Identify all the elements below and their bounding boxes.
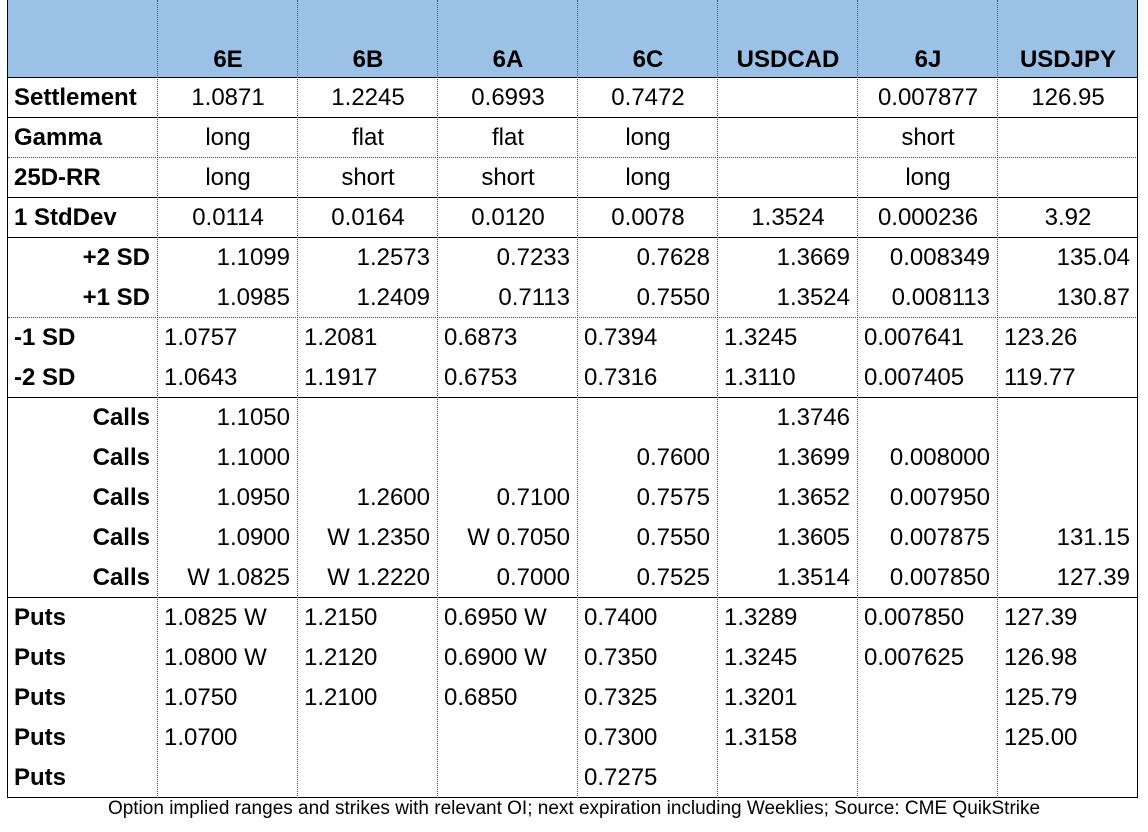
options-range-table — [8, 0, 1138, 798]
table-cell-6j: 0.008113 — [891, 284, 990, 311]
table-cell-6e: 0.0114 — [192, 204, 264, 231]
table-cell-usdcad: 1.3514 — [776, 564, 850, 591]
table-cell-6c: 0.7316 — [584, 364, 658, 391]
table-cell-6c: 0.7325 — [584, 684, 658, 711]
table-cell-6j — [858, 398, 998, 438]
table-cell-usdjpy: 135.04 — [1056, 244, 1130, 271]
table-cell-6j: 0.008000 — [889, 444, 990, 471]
table-cell-6c: 0.7525 — [636, 564, 710, 591]
table-cell-usdcad: 1.3158 — [724, 724, 798, 751]
column-divider — [297, 0, 298, 798]
column-divider — [997, 0, 998, 798]
col-header-6b: 6B — [298, 0, 438, 78]
table-cell-6j: 0.007850 — [864, 604, 965, 631]
table-caption: Option implied ranges and strikes with relevant OI; next expiration including Weeklies; Source: CME QuikStrike — [107, 798, 1041, 819]
table-cell-6e: 1.0700 — [164, 724, 238, 751]
column-divider — [1137, 0, 1138, 798]
col-header-6a: 6A — [438, 0, 578, 78]
table-cell-usdjpy: 3.92 — [1044, 204, 1092, 231]
table-cell-6e: 1.0900 — [216, 524, 290, 551]
table-cell-usdcad — [718, 158, 858, 198]
table-cell-6j: 0.008349 — [889, 244, 990, 271]
table-cell-6j — [858, 678, 998, 718]
row-label: Puts — [14, 644, 67, 671]
table-cell-6a: 0.7113 — [498, 284, 570, 311]
row-label: 25D-RR — [14, 164, 101, 191]
table-cell-6b: 1.2150 — [304, 604, 378, 631]
table-cell-usdjpy: 123.26 — [1004, 324, 1078, 351]
table-cell-6a: 0.7233 — [496, 244, 570, 271]
table-cell-6b: 1.2409 — [356, 284, 430, 311]
row-label: Calls — [92, 404, 150, 431]
table-cell-6b: 1.2100 — [304, 684, 378, 711]
table-cell-6a: 0.6873 — [444, 324, 518, 351]
table-cell-6c: long — [625, 164, 671, 191]
table-cell-6c: 0.7575 — [636, 484, 710, 511]
table-cell-6e: 1.0825 W — [164, 604, 267, 631]
row-label: Puts — [14, 684, 67, 711]
col-header-6e: 6E — [158, 0, 298, 78]
table-cell-usdcad: 1.3110 — [724, 364, 796, 391]
table-cell-6j: 0.007875 — [889, 524, 990, 551]
table-cell-usdjpy: 125.79 — [1004, 684, 1078, 711]
table-cell-usdcad: 1.3699 — [776, 444, 850, 471]
table-cell-6a: 0.6753 — [444, 364, 518, 391]
table-cell-6e: 1.0750 — [164, 684, 238, 711]
table-cell-6e: 1.1050 — [216, 404, 290, 431]
col-header-6c: 6C — [578, 0, 718, 78]
table-cell-6a: 0.6900 W — [444, 644, 547, 671]
table-cell-6a: 0.6950 W — [444, 604, 547, 631]
table-cell-usdjpy — [998, 438, 1138, 478]
table-cell-usdjpy: 126.98 — [1004, 644, 1078, 671]
table-cell-6b: 0.0164 — [331, 204, 405, 231]
table-cell-6j: 0.007877 — [877, 84, 979, 111]
table-cell-6e: 1.0871 — [191, 84, 265, 111]
table-cell-6c: 0.7400 — [584, 604, 658, 631]
table-rule — [8, 197, 1138, 198]
table-cell-6j: short — [901, 124, 955, 151]
table-cell-usdjpy: 125.00 — [1004, 724, 1078, 751]
row-label: Calls — [92, 564, 150, 591]
table-cell-6j: 0.007641 — [864, 324, 965, 351]
table-cell-6c: 0.7550 — [636, 524, 710, 551]
table-cell-usdcad — [718, 758, 858, 798]
column-divider — [437, 0, 438, 798]
column-divider — [857, 0, 858, 798]
header-corner — [8, 0, 158, 78]
table-rule — [8, 117, 1138, 118]
table-cell-6b: 1.1917 — [304, 364, 378, 391]
table-cell-6c: 0.7550 — [636, 284, 710, 311]
table-cell-6c: 0.7394 — [584, 324, 658, 351]
row-label: Calls — [92, 444, 150, 471]
row-label: -1 SD — [14, 324, 76, 351]
table-cell-6b: 1.2120 — [304, 644, 378, 671]
table-rule — [8, 157, 1138, 158]
table-cell-6b: 1.2573 — [356, 244, 430, 271]
row-label: Puts — [14, 724, 67, 751]
row-label: Calls — [92, 524, 150, 551]
table-cell-usdjpy — [998, 158, 1138, 198]
table-cell-6a: 0.0120 — [471, 204, 545, 231]
table-cell-usdcad: 1.3652 — [776, 484, 850, 511]
table-cell-usdjpy: 130.87 — [1056, 284, 1130, 311]
row-label: +2 SD — [82, 244, 150, 271]
table-cell-6c: 0.7300 — [584, 724, 658, 751]
table-cell-6b: 1.2245 — [331, 84, 405, 111]
table-cell-6c: 0.7350 — [584, 644, 658, 671]
table-cell-6c: long — [625, 124, 671, 151]
table-cell-6e: 1.0950 — [216, 484, 290, 511]
table-cell-6c: 0.7628 — [636, 244, 710, 271]
table-cell-6j: 0.007405 — [864, 364, 965, 391]
table-cell-6j — [858, 758, 998, 798]
row-label: 1 StdDev — [14, 204, 117, 231]
table-cell-6b: short — [341, 164, 395, 191]
table-cell-6b — [298, 398, 438, 438]
row-label: -2 SD — [14, 364, 76, 391]
row-label: Gamma — [14, 124, 103, 151]
table-cell-usdcad: 1.3524 — [776, 284, 850, 311]
table-cell-6b: W 1.2220 — [327, 564, 430, 591]
table-cell-6j: 0.000236 — [877, 204, 979, 231]
column-divider — [717, 0, 718, 798]
column-divider — [7, 0, 8, 798]
table-cell-6j: 0.007625 — [864, 644, 965, 671]
table-rule — [8, 237, 1138, 238]
table-cell-6a — [438, 718, 578, 758]
table-cell-6e: 1.0985 — [216, 284, 290, 311]
table-rule — [8, 317, 1138, 318]
table-cell-6j — [858, 718, 998, 758]
table-cell-6b — [298, 758, 438, 798]
table-cell-usdjpy: 127.39 — [1004, 604, 1078, 631]
table-cell-6a: short — [481, 164, 535, 191]
table-cell-6e — [158, 758, 298, 798]
table-rule — [8, 397, 1138, 398]
col-header-usdcad: USDCAD — [718, 0, 858, 78]
table-rule — [8, 597, 1138, 598]
table-cell-usdjpy: 119.77 — [1004, 364, 1076, 391]
table-cell-usdcad: 1.3289 — [724, 604, 798, 631]
table-cell-6b: flat — [351, 124, 384, 151]
row-label: +1 SD — [82, 284, 150, 311]
table-cell-usdcad — [718, 118, 858, 158]
table-cell-usdcad — [718, 78, 858, 118]
table-cell-usdcad: 1.3669 — [776, 244, 850, 271]
row-label: Puts — [14, 764, 67, 791]
table-cell-usdjpy: 126.95 — [1031, 84, 1105, 111]
col-header-6j: 6J — [858, 0, 998, 78]
table-cell-6b — [298, 438, 438, 478]
table-rule — [8, 77, 1138, 78]
table-cell-6e: 1.0757 — [164, 324, 238, 351]
table-cell-usdcad: 1.3605 — [776, 524, 850, 551]
table-cell-usdcad: 1.3201 — [724, 684, 798, 711]
table-cell-6a: 0.6993 — [471, 84, 545, 111]
table-cell-6b: 1.2600 — [356, 484, 430, 511]
row-label: Puts — [14, 604, 67, 631]
table-cell-6b: W 1.2350 — [327, 524, 430, 551]
table-cell-6e: long — [205, 124, 251, 151]
table-cell-6a — [438, 438, 578, 478]
table-cell-6e: 1.1000 — [216, 444, 290, 471]
table-cell-6a — [438, 398, 578, 438]
table-cell-usdcad: 1.3245 — [724, 644, 798, 671]
row-label: Calls — [92, 484, 150, 511]
table-cell-6a: W 0.7050 — [467, 524, 570, 551]
table-cell-6c: 0.7600 — [636, 444, 710, 471]
table-cell-6a — [438, 758, 578, 798]
table-cell-usdjpy — [998, 398, 1138, 438]
table-cell-6a: flat — [491, 124, 524, 151]
table-cell-6b: 1.2081 — [304, 324, 378, 351]
table-cell-6c: 0.7275 — [584, 764, 658, 791]
table-cell-usdcad: 1.3746 — [776, 404, 850, 431]
column-divider — [157, 0, 158, 798]
table-cell-6j: 0.007950 — [889, 484, 990, 511]
table-cell-usdcad: 1.3245 — [724, 324, 798, 351]
column-divider — [577, 0, 578, 798]
table-cell-usdjpy: 131.15 — [1056, 524, 1130, 551]
table-cell-usdcad: 1.3524 — [751, 204, 825, 231]
table-cell-6j: long — [905, 164, 951, 191]
table-cell-6j: 0.007850 — [889, 564, 990, 591]
table-cell-6b — [298, 718, 438, 758]
table-cell-usdjpy: 127.39 — [1056, 564, 1130, 591]
table-cell-6e: 1.0800 W — [164, 644, 267, 671]
table-cell-6e: 1.0643 — [164, 364, 238, 391]
table-cell-6a: 0.6850 — [444, 684, 518, 711]
table-cell-usdjpy — [998, 758, 1138, 798]
table-cell-6e: 1.1099 — [216, 244, 290, 271]
table-cell-6a: 0.7000 — [496, 564, 570, 591]
table-cell-6e: W 1.0825 — [187, 564, 290, 591]
table-cell-6c: 0.0078 — [611, 204, 685, 231]
table-cell-6e: long — [205, 164, 251, 191]
table-cell-6a: 0.7100 — [496, 484, 570, 511]
table-cell-usdjpy — [998, 478, 1138, 518]
table-cell-6c — [578, 398, 718, 438]
table-cell-usdjpy — [998, 118, 1138, 158]
table-cell-6c: 0.7472 — [611, 84, 685, 111]
row-label: Settlement — [14, 84, 137, 111]
col-header-usdjpy: USDJPY — [998, 0, 1138, 78]
